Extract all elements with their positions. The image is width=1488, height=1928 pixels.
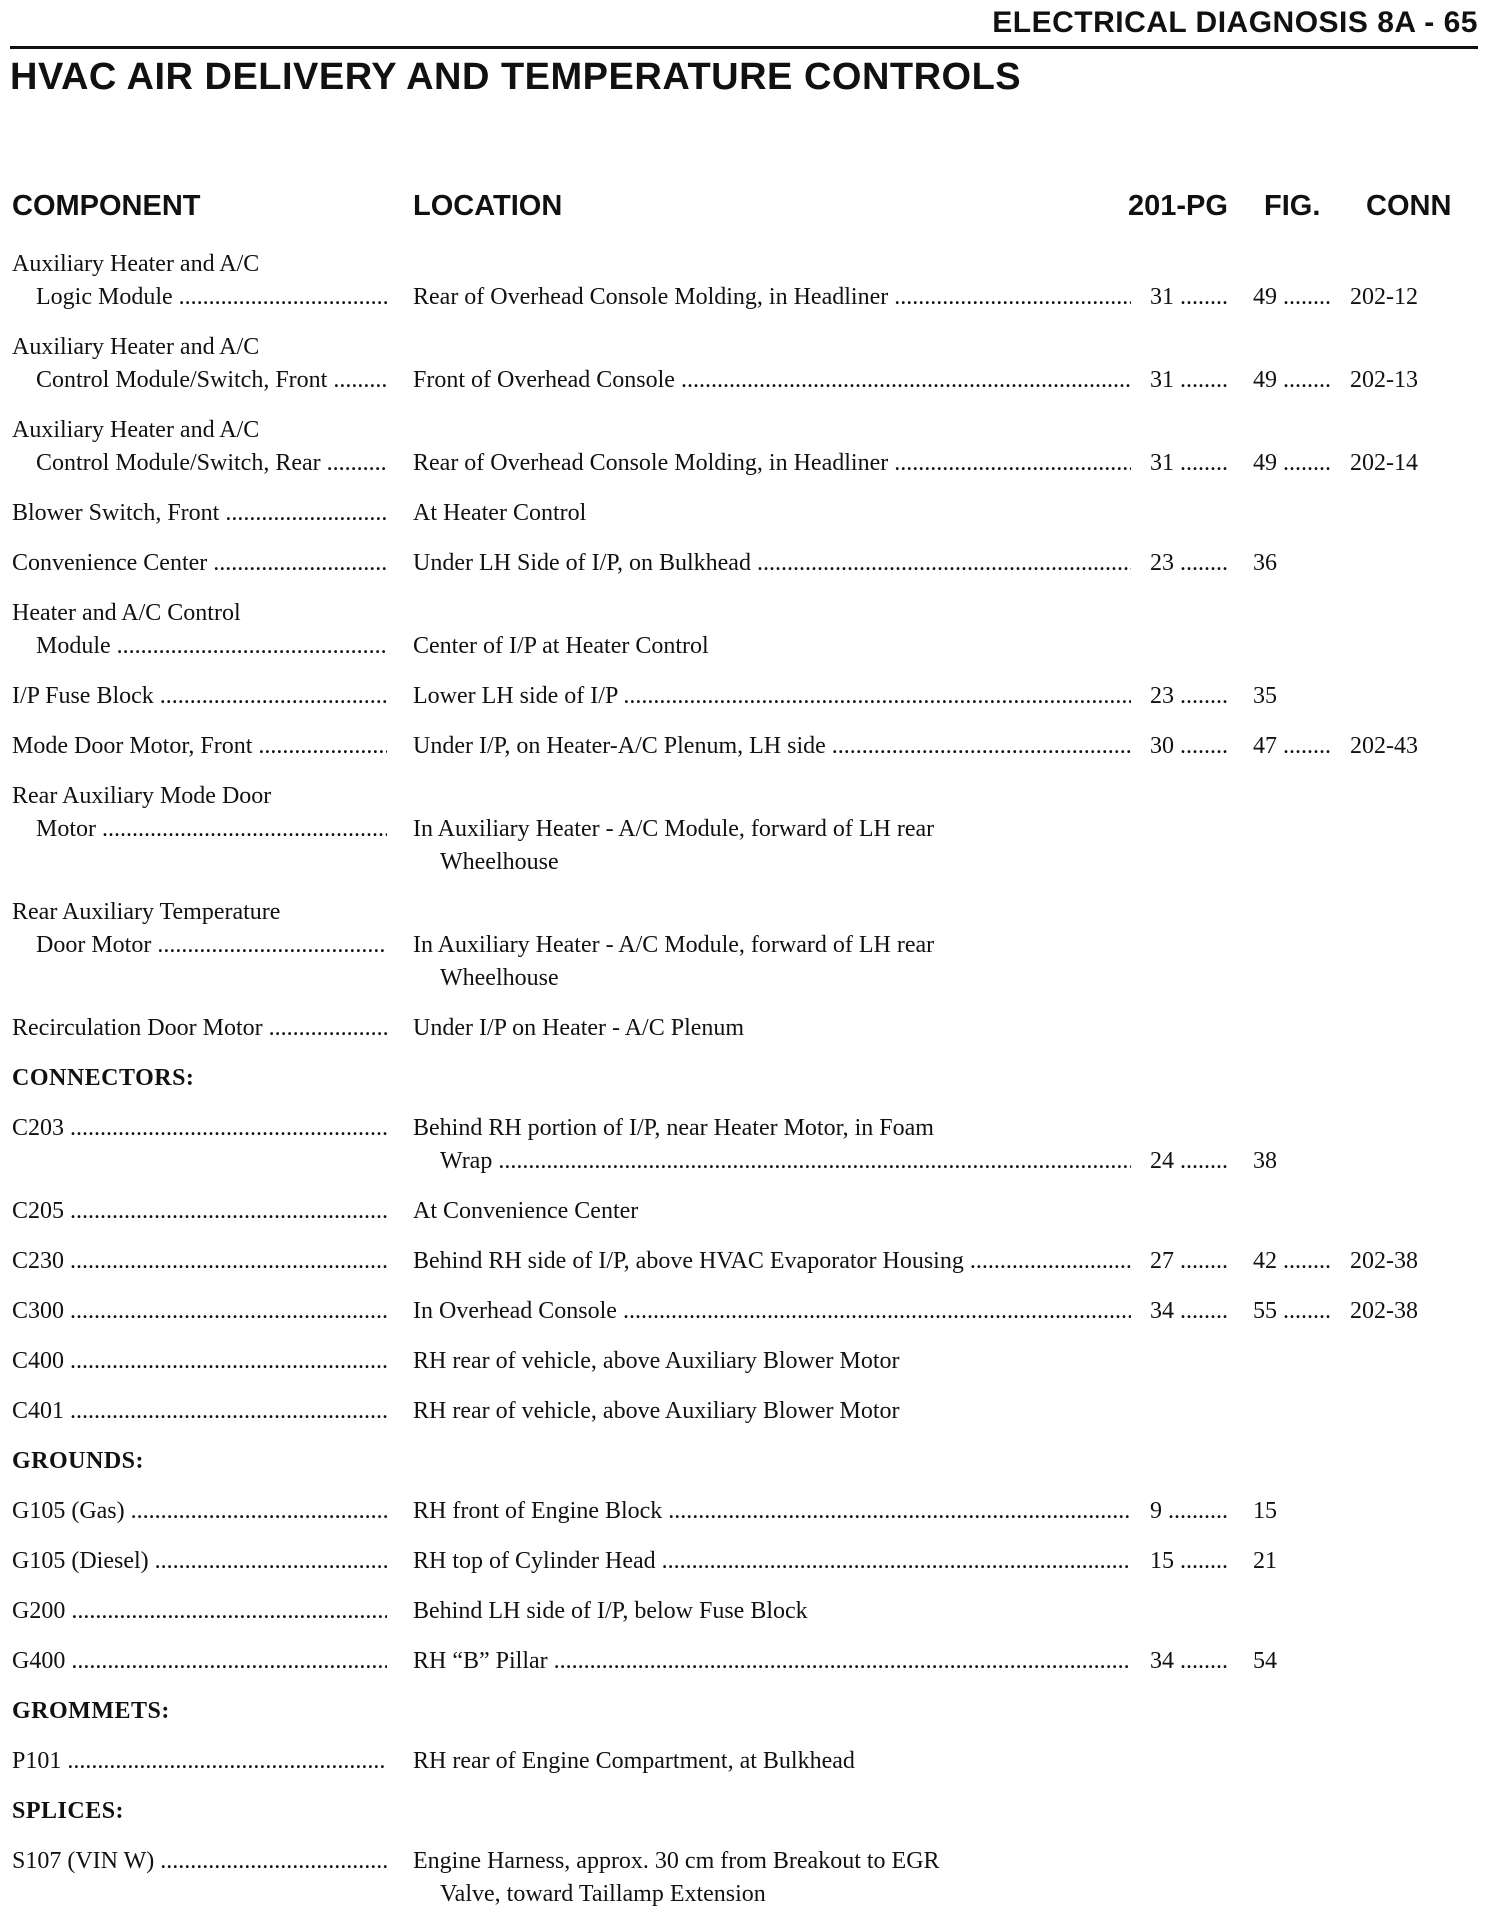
location-text: Center of I/P at Heater Control: [413, 633, 709, 659]
location-text: Under I/P on Heater - A/C Plenum: [413, 1015, 745, 1041]
component-name: G105 (Gas) .....: [12, 1495, 387, 1528]
location-text: Front of Overhead Console .....: [413, 364, 1131, 397]
component-name: Rear Auxiliary Temperature: [12, 899, 281, 925]
section-heading: [0, 1062, 1488, 1095]
page-number: 23 .....: [1150, 680, 1228, 713]
table-row: [0, 680, 1488, 713]
page-number: 24 .....: [1150, 1145, 1228, 1178]
location-text: Under LH Side of I/P, on Bulkhead .....: [413, 547, 1131, 580]
component-name: P101 .....: [12, 1745, 387, 1778]
connector-ref: 202-38: [1350, 1298, 1418, 1324]
table-row: [0, 497, 1488, 530]
section-heading: [0, 1795, 1488, 1828]
location-text: Rear of Overhead Console Molding, in Headliner .....: [413, 447, 1131, 480]
component-name: Motor .....: [36, 813, 387, 846]
component-name: Module .....: [36, 630, 387, 663]
table-row: [0, 1295, 1488, 1328]
component-name: C400 .....: [12, 1345, 387, 1378]
location-text: RH front of Engine Block .....: [413, 1495, 1131, 1528]
table-row: [0, 1395, 1488, 1428]
table-row: [0, 1495, 1488, 1528]
figure-number: 49 .....: [1253, 281, 1331, 314]
component-name: Rear Auxiliary Mode Door: [12, 783, 272, 809]
table-row: [0, 1545, 1488, 1578]
component-name: Recirculation Door Motor .....: [12, 1012, 387, 1045]
table-row: [0, 1012, 1488, 1045]
location-text: In Auxiliary Heater - A/C Module, forward of LH rear: [413, 932, 935, 958]
column-header-component: COMPONENT: [12, 190, 201, 222]
location-text: Rear of Overhead Console Molding, in Headliner .....: [413, 281, 1131, 314]
component-name: Control Module/Switch, Rear .....: [36, 447, 387, 480]
section-title: GROUNDS:: [12, 1448, 145, 1474]
table-row: [0, 896, 1488, 995]
table-row: [0, 597, 1488, 663]
column-header-location: LOCATION: [413, 190, 563, 222]
figure-number: 47 .....: [1253, 730, 1331, 763]
figure-number: 35: [1253, 683, 1277, 709]
connector-ref: 202-13: [1350, 367, 1418, 393]
page-number: 31 .....: [1150, 281, 1228, 314]
component-name: Blower Switch, Front .....: [12, 497, 387, 530]
table-row: [0, 1645, 1488, 1678]
figure-number: 54: [1253, 1648, 1277, 1674]
location-text: RH rear of vehicle, above Auxiliary Blower Motor: [413, 1398, 900, 1424]
location-text: Behind LH side of I/P, below Fuse Block: [413, 1598, 808, 1624]
column-header-conn: CONN: [1366, 190, 1452, 222]
section-title: SPLICES:: [12, 1798, 125, 1824]
component-name: Auxiliary Heater and A/C: [12, 334, 260, 360]
page-number: 9 .....: [1150, 1495, 1228, 1528]
component-name: Auxiliary Heater and A/C: [12, 251, 260, 277]
page-number: 15 .....: [1150, 1545, 1228, 1578]
location-text: In Overhead Console .....: [413, 1295, 1131, 1328]
table-row: [0, 1845, 1488, 1911]
table-row: [0, 248, 1488, 314]
location-text: Behind RH portion of I/P, near Heater Motor, in Foam: [413, 1115, 934, 1141]
table-row: [0, 1595, 1488, 1628]
location-text: At Convenience Center: [413, 1198, 639, 1224]
component-table: [0, 248, 1488, 1928]
component-name: Convenience Center .....: [12, 547, 387, 580]
page-number: 23 .....: [1150, 547, 1228, 580]
figure-number: 49 .....: [1253, 364, 1331, 397]
connector-ref: 202-43: [1350, 733, 1418, 759]
section-title: CONNECTORS:: [12, 1065, 195, 1091]
page-number: 31 .....: [1150, 447, 1228, 480]
component-name: C203 .....: [12, 1112, 387, 1145]
page-title: HVAC AIR DELIVERY AND TEMPERATURE CONTROLS: [10, 56, 1022, 98]
component-name: C230 .....: [12, 1245, 387, 1278]
table-row: [0, 1112, 1488, 1178]
table-row: [0, 1745, 1488, 1778]
table-row: [0, 730, 1488, 763]
section-heading: [0, 1695, 1488, 1728]
component-name: Heater and A/C Control: [12, 600, 241, 626]
location-text: RH rear of Engine Compartment, at Bulkhead: [413, 1748, 855, 1774]
page-number: 30 .....: [1150, 730, 1228, 763]
page-number: 34 .....: [1150, 1645, 1228, 1678]
component-name: G105 (Diesel) .....: [12, 1545, 387, 1578]
component-name: Auxiliary Heater and A/C: [12, 417, 260, 443]
section-heading: [0, 1445, 1488, 1478]
location-text: RH rear of vehicle, above Auxiliary Blower Motor: [413, 1348, 900, 1374]
figure-number: 49 .....: [1253, 447, 1331, 480]
location-text: Behind RH side of I/P, above HVAC Evaporator Housing .....: [413, 1245, 1131, 1278]
connector-ref: 202-14: [1350, 450, 1418, 476]
table-row: [0, 780, 1488, 879]
location-text: Valve, toward Taillamp Extension: [440, 1881, 766, 1907]
figure-number: 21: [1253, 1548, 1277, 1574]
component-name: C205 .....: [12, 1195, 387, 1228]
column-header-page: 201-PG: [1128, 190, 1228, 222]
component-name: Mode Door Motor, Front .....: [12, 730, 387, 763]
column-header-fig: FIG.: [1264, 190, 1321, 222]
component-name: G400 .....: [12, 1645, 387, 1678]
component-name: S107 (VIN W) .....: [12, 1845, 387, 1878]
figure-number: 42 .....: [1253, 1245, 1331, 1278]
location-text: Wheelhouse: [440, 849, 559, 875]
component-name: Control Module/Switch, Front .....: [36, 364, 387, 397]
location-text: Lower LH side of I/P .....: [413, 680, 1131, 713]
component-name: G200 .....: [12, 1595, 387, 1628]
section-title: GROMMETS:: [12, 1698, 170, 1724]
table-row: [0, 1245, 1488, 1278]
location-text: RH “B” Pillar .....: [413, 1645, 1131, 1678]
page-number: 27 .....: [1150, 1245, 1228, 1278]
figure-number: 38: [1253, 1148, 1277, 1174]
table-row: [0, 1195, 1488, 1228]
page-number: 34 .....: [1150, 1295, 1228, 1328]
location-text: RH top of Cylinder Head .....: [413, 1545, 1131, 1578]
location-text: At Heater Control: [413, 500, 587, 526]
figure-number: 55 .....: [1253, 1295, 1331, 1328]
table-row: [0, 1345, 1488, 1378]
figure-number: 15: [1253, 1498, 1277, 1524]
component-name: C300 .....: [12, 1295, 387, 1328]
page-number: 31 .....: [1150, 364, 1228, 397]
location-text: In Auxiliary Heater - A/C Module, forward of LH rear: [413, 816, 935, 842]
connector-ref: 202-38: [1350, 1248, 1418, 1274]
connector-ref: 202-12: [1350, 284, 1418, 310]
component-name: I/P Fuse Block .....: [12, 680, 387, 713]
table-row: [0, 331, 1488, 397]
component-name: C401 .....: [12, 1395, 387, 1428]
location-text: Wheelhouse: [440, 965, 559, 991]
component-name: Door Motor .....: [36, 929, 387, 962]
header-rule: [10, 46, 1478, 49]
location-text: Wrap .....: [440, 1145, 1131, 1178]
table-row: [0, 414, 1488, 480]
table-row: [0, 547, 1488, 580]
location-text: Engine Harness, approx. 30 cm from Breakout to EGR: [413, 1848, 940, 1874]
page-header: ELECTRICAL DIAGNOSIS 8A - 65: [992, 6, 1478, 39]
component-name: Logic Module .....: [36, 281, 387, 314]
location-text: Under I/P, on Heater-A/C Plenum, LH side .....: [413, 730, 1131, 763]
figure-number: 36: [1253, 550, 1277, 576]
